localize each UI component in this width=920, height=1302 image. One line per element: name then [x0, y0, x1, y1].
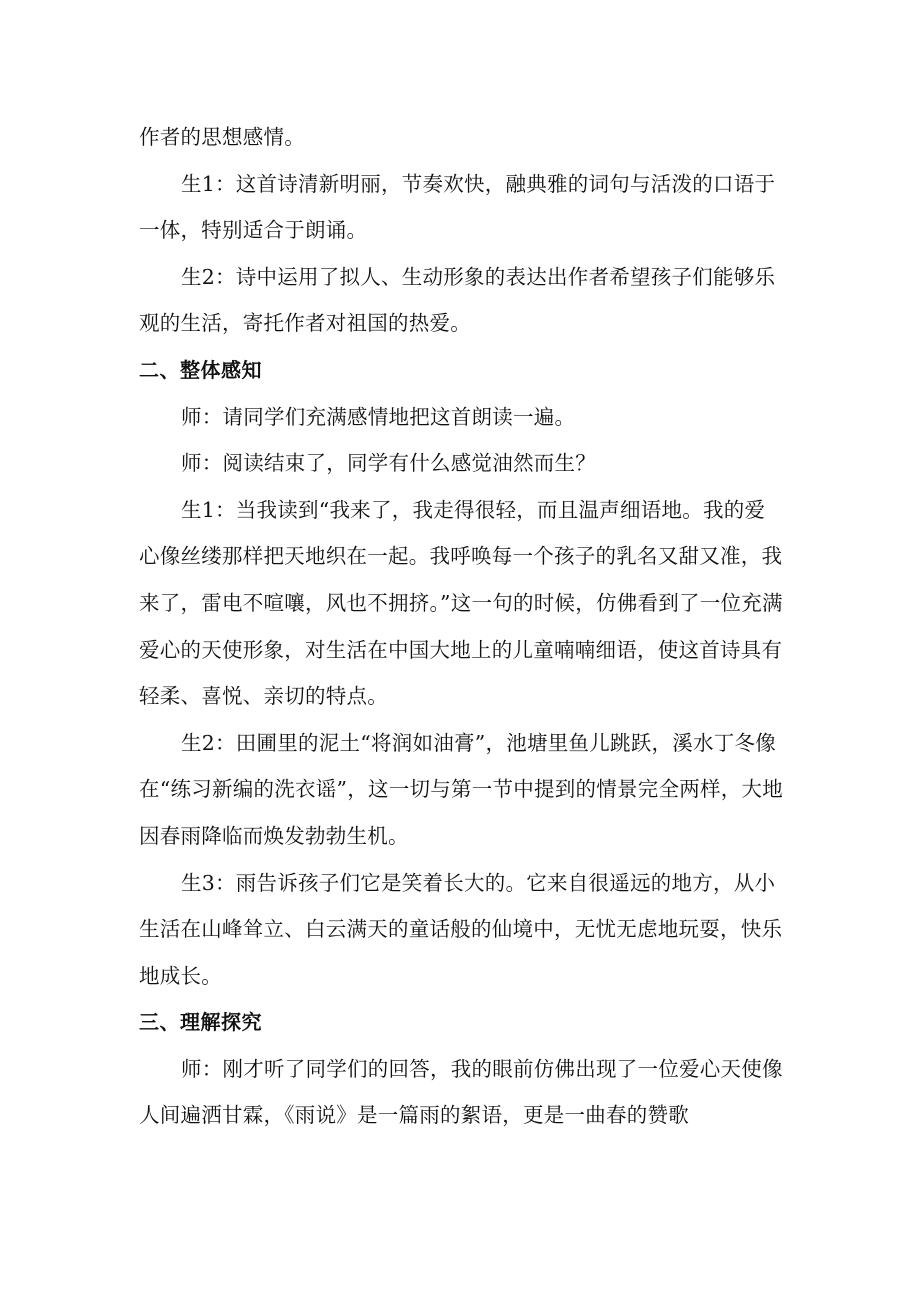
body-paragraph: 师：刚才听了同学们的回答，我的眼前仿佛出现了一位爱心天使像人间遍洒甘霖，《雨说》是一篇雨的絮语，更是一曲春的赞歌: [139, 1056, 783, 1128]
section-heading: 三、理解探究: [139, 1010, 262, 1035]
body-paragraph: 生1：这首诗清新明丽，节奏欢快，融典雅的词句与活泼的口语于一体，特别适合于朗诵。: [139, 171, 776, 243]
section-heading: 二、整体感知: [139, 357, 262, 382]
body-paragraph: 作者的思想感情。: [139, 125, 305, 149]
body-paragraph: 生2：诗中运用了拟人、生动形象的表达出作者希望孩子们能够乐观的生活，寄托作者对祖国的热爱。: [139, 264, 776, 336]
body-paragraph: 生2：田圃里的泥土“将润如油膏”，池塘里鱼儿跳跃，溪水丁冬像在“练习新编的洗衣谣”，这一切与第一节中提到的情景完全两样，大地因春雨降临而焕发勃勃生机。: [139, 730, 783, 848]
body-paragraph: 生3：雨告诉孩子们它是笑着长大的。它来自很遥远的地方，从小生活在山峰耸立、白云满天的童话般的仙境中，无忧无虑地玩耍，快乐地成长。: [139, 870, 783, 988]
body-paragraph: 师：阅读结束了，同学有什么感觉油然而生？: [181, 451, 596, 476]
body-paragraph: 师：请同学们充满感情地把这首朗读一遍。: [181, 404, 576, 429]
document-body: [139, 114, 783, 1139]
body-paragraph: 生1：当我读到“我来了，我走得很轻，而且温声细语地。我的爱心像丝缕那样把天地织在一起。我呼唤每一个孩子的乳名又甜又准，我来了，雷电不喧嚷，风也不拥挤。”这一句的时候，仿佛看到了一位充满爱心的天使形象，对生活在中国大地上的儿童喃喃细语，使这首诗具有轻柔、喜悦、亲切的特点。: [139, 497, 783, 709]
